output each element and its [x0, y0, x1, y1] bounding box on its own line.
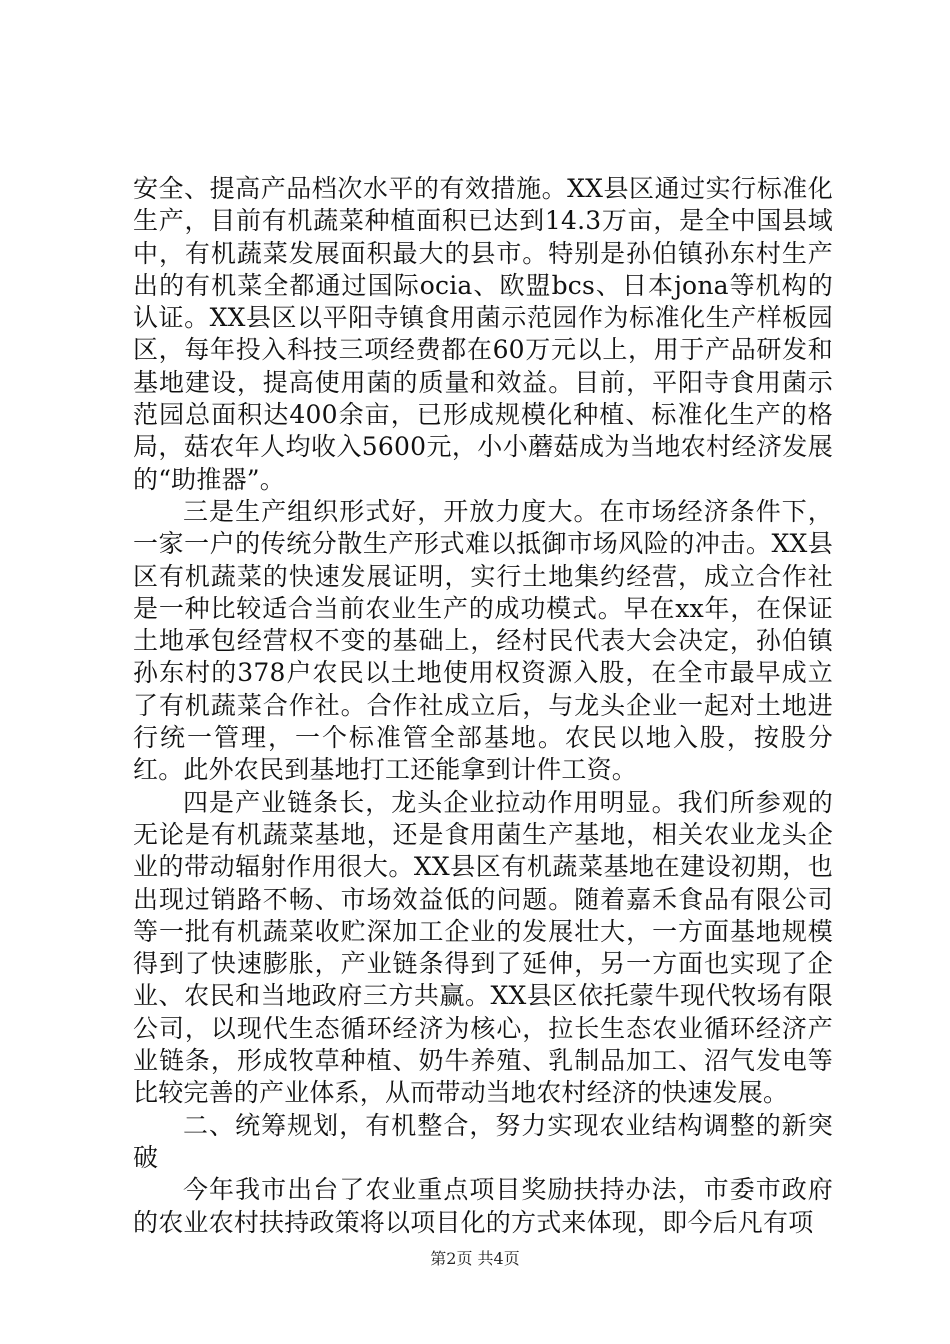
paragraph-policy: 今年我市出台了农业重点项目奖励扶持办法，市委市政府的农业农村扶持政策将以项目化的方式来体现，即今后凡有项 — [133, 1175, 833, 1237]
page-number-label: 第2页 共4页 — [430, 1249, 520, 1268]
paragraph-continuation: 安全、提高产品档次水平的有效措施。XX县区通过实行标准化生产，目前有机蔬菜种植面积已达到14.3万亩，是全中国县域中，有机蔬菜发展面积最大的县市。特别是孙伯镇孙东村生产出的有机菜全都通过国际ocia、欧盟bcs、日本jona等机构的认证。XX县区以平阳寺镇食用菌示范园作为标准化生产样板园区，每年投入科技三项经费都在60万元以上，用于产品研发和基地建设，提高使用菌的质量和效益。目前，平阳寺食用菌示范园总面积达400余亩，已形成规模化种植、标准化生产的格局，菇农年人均收入5600元，小小蘑菇成为当地农村经济发展的“助推器”。 — [133, 174, 833, 494]
paragraph-industry-chain: 四是产业链条长，龙头企业拉动作用明显。我们所参观的无论是有机蔬菜基地，还是食用菌生产基地，相关农业龙头企业的带动辐射作用很大。XX县区有机蔬菜基地在建设初期，也出现过销路不畅、市场效益低的问题。随着嘉禾食品有限公司等一批有机蔬菜收贮深加工企业的发展壮大，一方面基地规模得到了快速膨胀，产业链条得到了延伸，另一方面也实现了企业、农民和当地政府三方共赢。XX县区依托蒙牛现代牧场有限公司，以现代生态循环经济为核心，拉长生态农业循环经济产业链条，形成牧草种植、奶牛养殖、乳制品加工、沼气发电等比较完善的产业体系，从而带动当地农村经济的快速发展。 — [133, 787, 833, 1108]
section-heading-planning: 二、统筹规划，有机整合，努力实现农业结构调整的新突破 — [133, 1110, 833, 1172]
document-body — [133, 173, 833, 1239]
page-footer — [0, 1246, 950, 1269]
paragraph-organization-form: 三是生产组织形式好，开放力度大。在市场经济条件下，一家一户的传统分散生产形式难以抵御市场风险的冲击。XX县区有机蔬菜的快速发展证明，实行土地集约经营，成立合作社是一种比较适合当前农业生产的成功模式。早在xx年，在保证土地承包经营权不变的基础上，经村民代表大会决定，孙伯镇孙东村的378户农民以土地使用权资源入股，在全市最早成立了有机蔬菜合作社。合作社成立后，与龙头企业一起对土地进行统一管理，一个标准管全部基地。农民以地入股，按股分红。此外农民到基地打工还能拿到计件工资。 — [133, 496, 833, 785]
